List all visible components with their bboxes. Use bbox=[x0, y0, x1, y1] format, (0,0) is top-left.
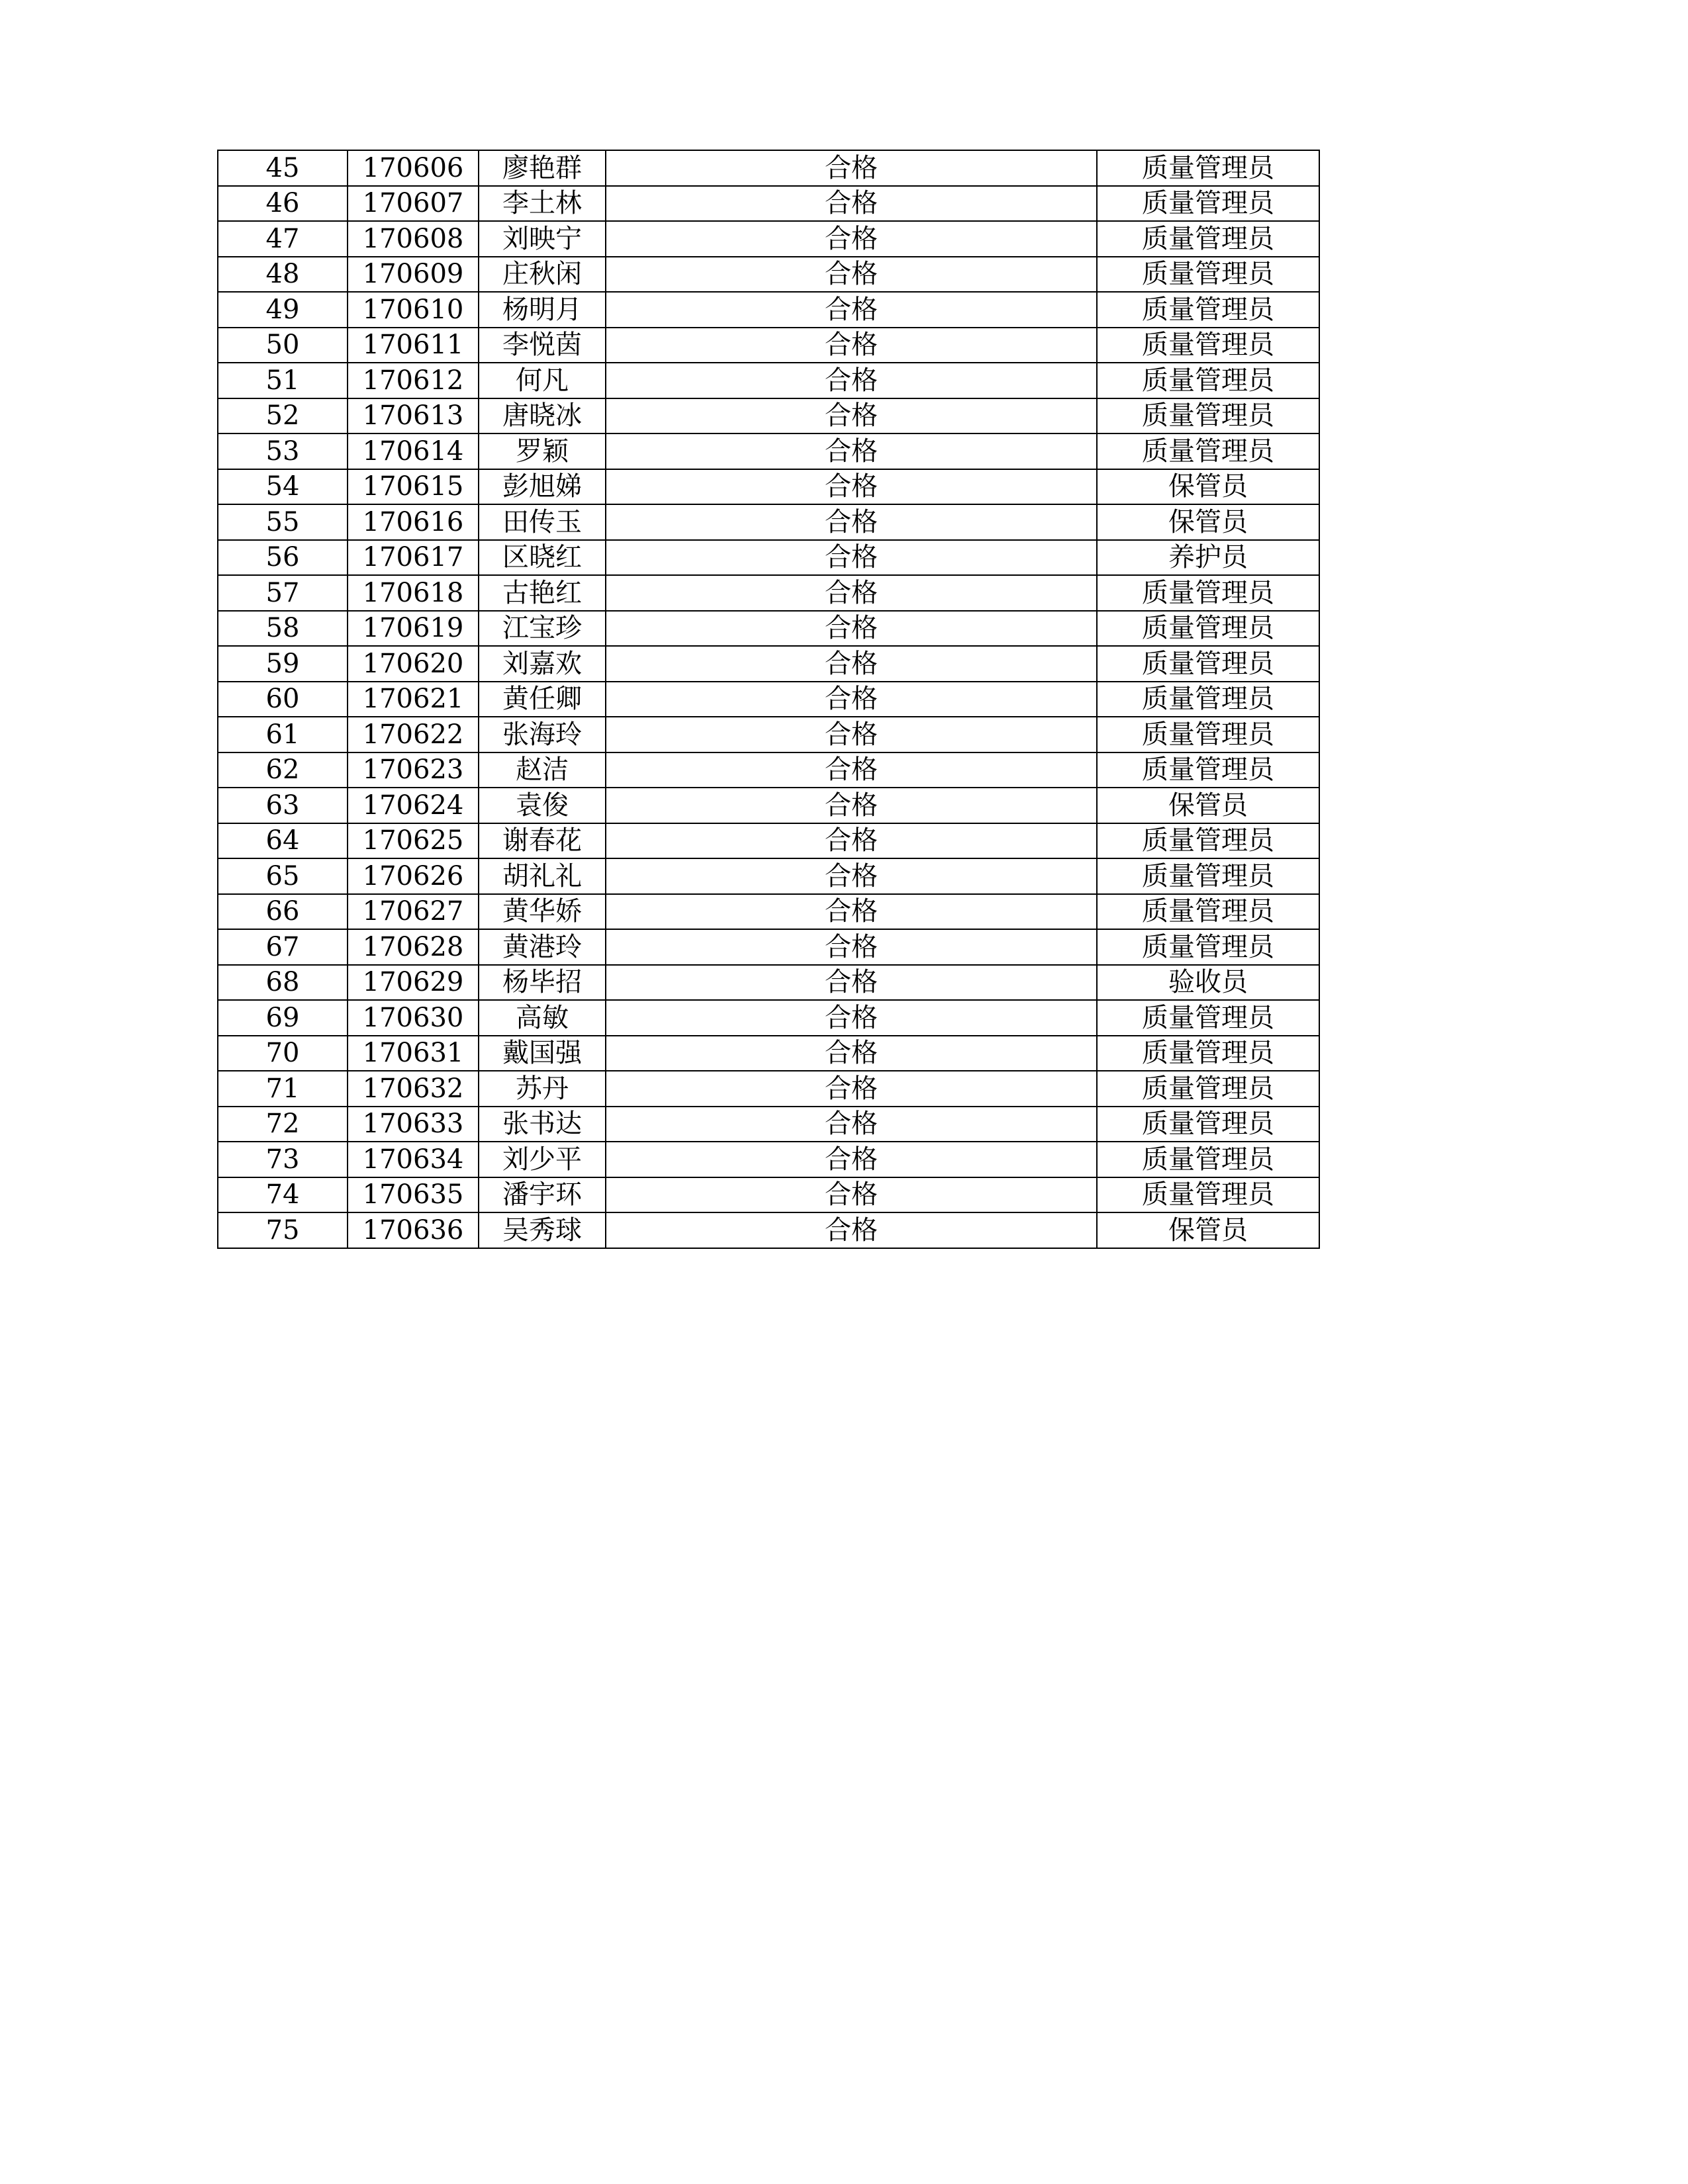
table-row bbox=[218, 398, 1319, 434]
candidate-id-cell: 170622 bbox=[348, 717, 479, 752]
result-cell: 合格 bbox=[606, 1142, 1097, 1177]
seq-cell: 45 bbox=[218, 150, 348, 186]
candidate-id-cell: 170623 bbox=[348, 752, 479, 788]
candidate-id-cell: 170631 bbox=[348, 1036, 479, 1071]
position-cell: 保管员 bbox=[1097, 504, 1319, 540]
position-cell: 质量管理员 bbox=[1097, 858, 1319, 894]
result-cell: 合格 bbox=[606, 1177, 1097, 1213]
candidate-id-cell: 170618 bbox=[348, 575, 479, 611]
table-row bbox=[218, 752, 1319, 788]
seq-cell: 64 bbox=[218, 823, 348, 859]
name-cell: 胡礼礼 bbox=[479, 858, 606, 894]
candidate-id-cell: 170613 bbox=[348, 398, 479, 434]
position-cell: 质量管理员 bbox=[1097, 1000, 1319, 1036]
table-row bbox=[218, 433, 1319, 469]
candidate-id-cell: 170607 bbox=[348, 186, 479, 222]
name-cell: 张海玲 bbox=[479, 717, 606, 752]
seq-cell: 46 bbox=[218, 186, 348, 222]
seq-cell: 62 bbox=[218, 752, 348, 788]
table-row bbox=[218, 504, 1319, 540]
result-cell: 合格 bbox=[606, 433, 1097, 469]
table-row bbox=[218, 221, 1319, 257]
position-cell: 质量管理员 bbox=[1097, 575, 1319, 611]
candidate-id-cell: 170611 bbox=[348, 328, 479, 363]
name-cell: 庄秋闲 bbox=[479, 257, 606, 293]
seq-cell: 47 bbox=[218, 221, 348, 257]
name-cell: 吴秀球 bbox=[479, 1212, 606, 1248]
seq-cell: 61 bbox=[218, 717, 348, 752]
table-row bbox=[218, 1177, 1319, 1213]
name-cell: 袁俊 bbox=[479, 788, 606, 823]
seq-cell: 70 bbox=[218, 1036, 348, 1071]
table-row bbox=[218, 328, 1319, 363]
table-row bbox=[218, 1036, 1319, 1071]
table-row bbox=[218, 363, 1319, 398]
result-cell: 合格 bbox=[606, 363, 1097, 398]
table-row bbox=[218, 575, 1319, 611]
candidate-id-cell: 170635 bbox=[348, 1177, 479, 1213]
candidate-id-cell: 170632 bbox=[348, 1071, 479, 1107]
candidate-id-cell: 170636 bbox=[348, 1212, 479, 1248]
candidate-id-cell: 170627 bbox=[348, 894, 479, 930]
position-cell: 质量管理员 bbox=[1097, 257, 1319, 293]
result-cell: 合格 bbox=[606, 1036, 1097, 1071]
result-cell: 合格 bbox=[606, 894, 1097, 930]
result-cell: 合格 bbox=[606, 788, 1097, 823]
seq-cell: 75 bbox=[218, 1212, 348, 1248]
candidate-id-cell: 170625 bbox=[348, 823, 479, 859]
result-cell: 合格 bbox=[606, 150, 1097, 186]
candidate-id-cell: 170617 bbox=[348, 540, 479, 576]
position-cell: 保管员 bbox=[1097, 469, 1319, 505]
name-cell: 罗颖 bbox=[479, 433, 606, 469]
seq-cell: 48 bbox=[218, 257, 348, 293]
table-row bbox=[218, 929, 1319, 965]
seq-cell: 65 bbox=[218, 858, 348, 894]
name-cell: 黄港玲 bbox=[479, 929, 606, 965]
position-cell: 质量管理员 bbox=[1097, 1071, 1319, 1107]
result-cell: 合格 bbox=[606, 1212, 1097, 1248]
result-cell: 合格 bbox=[606, 186, 1097, 222]
candidate-id-cell: 170621 bbox=[348, 682, 479, 717]
result-cell: 合格 bbox=[606, 752, 1097, 788]
results-table-body bbox=[218, 150, 1319, 1248]
seq-cell: 73 bbox=[218, 1142, 348, 1177]
position-cell: 质量管理员 bbox=[1097, 682, 1319, 717]
table-row bbox=[218, 540, 1319, 576]
candidate-id-cell: 170634 bbox=[348, 1142, 479, 1177]
result-cell: 合格 bbox=[606, 965, 1097, 1001]
candidate-id-cell: 170609 bbox=[348, 257, 479, 293]
seq-cell: 57 bbox=[218, 575, 348, 611]
table-row bbox=[218, 292, 1319, 328]
name-cell: 黄任卿 bbox=[479, 682, 606, 717]
position-cell: 质量管理员 bbox=[1097, 150, 1319, 186]
table-row bbox=[218, 1000, 1319, 1036]
position-cell: 质量管理员 bbox=[1097, 433, 1319, 469]
result-cell: 合格 bbox=[606, 504, 1097, 540]
candidate-id-cell: 170606 bbox=[348, 150, 479, 186]
position-cell: 质量管理员 bbox=[1097, 894, 1319, 930]
name-cell: 李土林 bbox=[479, 186, 606, 222]
name-cell: 杨明月 bbox=[479, 292, 606, 328]
table-row bbox=[218, 257, 1319, 293]
seq-cell: 69 bbox=[218, 1000, 348, 1036]
name-cell: 刘映宁 bbox=[479, 221, 606, 257]
table-row bbox=[218, 1142, 1319, 1177]
position-cell: 质量管理员 bbox=[1097, 1036, 1319, 1071]
name-cell: 杨毕招 bbox=[479, 965, 606, 1001]
result-cell: 合格 bbox=[606, 398, 1097, 434]
result-cell: 合格 bbox=[606, 292, 1097, 328]
position-cell: 质量管理员 bbox=[1097, 646, 1319, 682]
seq-cell: 71 bbox=[218, 1071, 348, 1107]
name-cell: 田传玉 bbox=[479, 504, 606, 540]
name-cell: 古艳红 bbox=[479, 575, 606, 611]
name-cell: 廖艳群 bbox=[479, 150, 606, 186]
result-cell: 合格 bbox=[606, 257, 1097, 293]
table-row bbox=[218, 646, 1319, 682]
candidate-id-cell: 170616 bbox=[348, 504, 479, 540]
candidate-id-cell: 170615 bbox=[348, 469, 479, 505]
result-cell: 合格 bbox=[606, 1000, 1097, 1036]
candidate-id-cell: 170614 bbox=[348, 433, 479, 469]
candidate-id-cell: 170619 bbox=[348, 611, 479, 647]
table-row bbox=[218, 894, 1319, 930]
position-cell: 验收员 bbox=[1097, 965, 1319, 1001]
result-cell: 合格 bbox=[606, 929, 1097, 965]
position-cell: 质量管理员 bbox=[1097, 221, 1319, 257]
position-cell: 质量管理员 bbox=[1097, 398, 1319, 434]
name-cell: 戴国强 bbox=[479, 1036, 606, 1071]
table-row bbox=[218, 1107, 1319, 1142]
result-cell: 合格 bbox=[606, 823, 1097, 859]
position-cell: 质量管理员 bbox=[1097, 1177, 1319, 1213]
result-cell: 合格 bbox=[606, 575, 1097, 611]
candidate-id-cell: 170610 bbox=[348, 292, 479, 328]
name-cell: 何凡 bbox=[479, 363, 606, 398]
candidate-id-cell: 170620 bbox=[348, 646, 479, 682]
result-cell: 合格 bbox=[606, 469, 1097, 505]
candidate-id-cell: 170612 bbox=[348, 363, 479, 398]
result-cell: 合格 bbox=[606, 682, 1097, 717]
name-cell: 刘少平 bbox=[479, 1142, 606, 1177]
name-cell: 张书达 bbox=[479, 1107, 606, 1142]
seq-cell: 67 bbox=[218, 929, 348, 965]
result-cell: 合格 bbox=[606, 221, 1097, 257]
candidate-id-cell: 170633 bbox=[348, 1107, 479, 1142]
table-row bbox=[218, 611, 1319, 647]
position-cell: 质量管理员 bbox=[1097, 1107, 1319, 1142]
seq-cell: 60 bbox=[218, 682, 348, 717]
position-cell: 保管员 bbox=[1097, 788, 1319, 823]
table-row bbox=[218, 682, 1319, 717]
name-cell: 潘宇环 bbox=[479, 1177, 606, 1213]
position-cell: 养护员 bbox=[1097, 540, 1319, 576]
table-row bbox=[218, 788, 1319, 823]
name-cell: 江宝珍 bbox=[479, 611, 606, 647]
table-row bbox=[218, 150, 1319, 186]
name-cell: 谢春花 bbox=[479, 823, 606, 859]
name-cell: 高敏 bbox=[479, 1000, 606, 1036]
seq-cell: 68 bbox=[218, 965, 348, 1001]
seq-cell: 56 bbox=[218, 540, 348, 576]
seq-cell: 52 bbox=[218, 398, 348, 434]
table-row bbox=[218, 186, 1319, 222]
position-cell: 质量管理员 bbox=[1097, 186, 1319, 222]
seq-cell: 51 bbox=[218, 363, 348, 398]
name-cell: 唐晓冰 bbox=[479, 398, 606, 434]
candidate-id-cell: 170624 bbox=[348, 788, 479, 823]
result-cell: 合格 bbox=[606, 646, 1097, 682]
seq-cell: 50 bbox=[218, 328, 348, 363]
seq-cell: 54 bbox=[218, 469, 348, 505]
position-cell: 质量管理员 bbox=[1097, 292, 1319, 328]
position-cell: 质量管理员 bbox=[1097, 611, 1319, 647]
result-cell: 合格 bbox=[606, 611, 1097, 647]
result-cell: 合格 bbox=[606, 328, 1097, 363]
candidate-id-cell: 170630 bbox=[348, 1000, 479, 1036]
seq-cell: 58 bbox=[218, 611, 348, 647]
result-cell: 合格 bbox=[606, 1071, 1097, 1107]
position-cell: 保管员 bbox=[1097, 1212, 1319, 1248]
name-cell: 黄华娇 bbox=[479, 894, 606, 930]
table-row bbox=[218, 717, 1319, 752]
candidate-id-cell: 170608 bbox=[348, 221, 479, 257]
table-row bbox=[218, 1212, 1319, 1248]
table-row bbox=[218, 823, 1319, 859]
seq-cell: 74 bbox=[218, 1177, 348, 1213]
table-row bbox=[218, 1071, 1319, 1107]
result-cell: 合格 bbox=[606, 717, 1097, 752]
name-cell: 苏丹 bbox=[479, 1071, 606, 1107]
position-cell: 质量管理员 bbox=[1097, 823, 1319, 859]
name-cell: 李悦茵 bbox=[479, 328, 606, 363]
position-cell: 质量管理员 bbox=[1097, 363, 1319, 398]
position-cell: 质量管理员 bbox=[1097, 717, 1319, 752]
table-row bbox=[218, 469, 1319, 505]
seq-cell: 72 bbox=[218, 1107, 348, 1142]
seq-cell: 55 bbox=[218, 504, 348, 540]
table-row bbox=[218, 965, 1319, 1001]
result-cell: 合格 bbox=[606, 1107, 1097, 1142]
seq-cell: 49 bbox=[218, 292, 348, 328]
name-cell: 刘嘉欢 bbox=[479, 646, 606, 682]
seq-cell: 53 bbox=[218, 433, 348, 469]
candidate-id-cell: 170626 bbox=[348, 858, 479, 894]
table-row bbox=[218, 858, 1319, 894]
name-cell: 彭旭娣 bbox=[479, 469, 606, 505]
seq-cell: 66 bbox=[218, 894, 348, 930]
results-table bbox=[217, 150, 1320, 1249]
candidate-id-cell: 170628 bbox=[348, 929, 479, 965]
position-cell: 质量管理员 bbox=[1097, 752, 1319, 788]
position-cell: 质量管理员 bbox=[1097, 328, 1319, 363]
name-cell: 区晓红 bbox=[479, 540, 606, 576]
candidate-id-cell: 170629 bbox=[348, 965, 479, 1001]
name-cell: 赵洁 bbox=[479, 752, 606, 788]
seq-cell: 59 bbox=[218, 646, 348, 682]
position-cell: 质量管理员 bbox=[1097, 929, 1319, 965]
result-cell: 合格 bbox=[606, 858, 1097, 894]
seq-cell: 63 bbox=[218, 788, 348, 823]
position-cell: 质量管理员 bbox=[1097, 1142, 1319, 1177]
result-cell: 合格 bbox=[606, 540, 1097, 576]
